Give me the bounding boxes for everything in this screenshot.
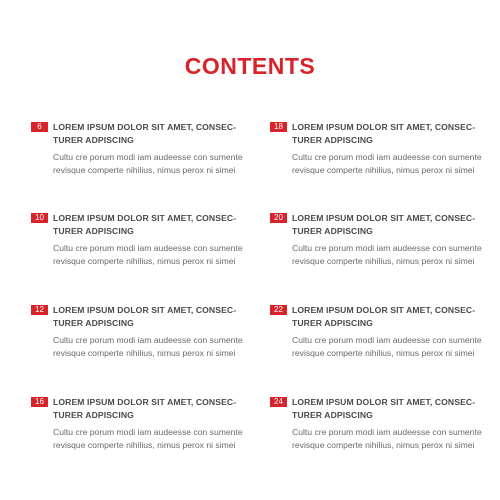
entry-heading: LOREM IPSUM DOLOR SIT AMET, CONSEC- TURER ADPISCING xyxy=(292,213,476,236)
entry-description: Cultu cre porum modi iam audeesse con sumente revisque comperte nihilius, nimus perox ni simei xyxy=(292,335,482,358)
toc-entry[interactable] xyxy=(274,304,492,360)
entry-heading: LOREM IPSUM DOLOR SIT AMET, CONSEC- TURER ADPISCING xyxy=(292,305,476,328)
page-title: CONTENTS xyxy=(184,53,316,79)
toc-entry[interactable] xyxy=(274,121,492,177)
toc-entry[interactable] xyxy=(35,396,253,452)
page-number-badge: 16 xyxy=(31,397,48,407)
page-number-badge: 20 xyxy=(270,213,287,223)
entry-heading: LOREM IPSUM DOLOR SIT AMET, CONSEC- TURER ADPISCING xyxy=(292,397,476,420)
toc-entry[interactable] xyxy=(35,212,253,268)
entry-heading: LOREM IPSUM DOLOR SIT AMET, CONSEC- TURER ADPISCING xyxy=(53,122,237,145)
page-number-badge: 24 xyxy=(270,397,287,407)
entry-heading: LOREM IPSUM DOLOR SIT AMET, CONSEC- TURER ADPISCING xyxy=(53,305,237,328)
page-number-badge: 18 xyxy=(270,122,287,132)
entry-heading: LOREM IPSUM DOLOR SIT AMET, CONSEC- TURER ADPISCING xyxy=(53,213,237,236)
entry-description: Cultu cre porum modi iam audeesse con sumente revisque comperte nihilius, nimus perox ni simei xyxy=(292,152,482,175)
page-number-badge: 6 xyxy=(31,122,48,132)
toc-entry[interactable] xyxy=(274,396,492,452)
entry-heading: LOREM IPSUM DOLOR SIT AMET, CONSEC- TURER ADPISCING xyxy=(292,122,476,145)
toc-entry[interactable] xyxy=(274,212,492,268)
entry-description: Cultu cre porum modi iam audeesse con sumente revisque comperte nihilius, nimus perox ni simei xyxy=(53,427,243,450)
entry-description: Cultu cre porum modi iam audeesse con sumente revisque comperte nihilius, nimus perox ni simei xyxy=(53,335,243,358)
page-number-badge: 22 xyxy=(270,305,287,315)
entry-description: Cultu cre porum modi iam audeesse con sumente revisque comperte nihilius, nimus perox ni simei xyxy=(292,427,482,450)
entry-description: Cultu cre porum modi iam audeesse con sumente revisque comperte nihilius, nimus perox ni simei xyxy=(292,243,482,266)
toc-entry[interactable] xyxy=(37,121,253,177)
entry-description: Cultu cre porum modi iam audeesse con sumente revisque comperte nihilius, nimus perox ni simei xyxy=(53,243,243,266)
toc-entry[interactable] xyxy=(35,304,253,360)
page-number-badge: 10 xyxy=(31,213,48,223)
page-number-badge: 12 xyxy=(31,305,48,315)
entry-heading: LOREM IPSUM DOLOR SIT AMET, CONSEC- TURER ADPISCING xyxy=(53,397,237,420)
entry-description: Cultu cre porum modi iam audeesse con sumente revisque comperte nihilius, nimus perox ni simei xyxy=(53,152,243,175)
